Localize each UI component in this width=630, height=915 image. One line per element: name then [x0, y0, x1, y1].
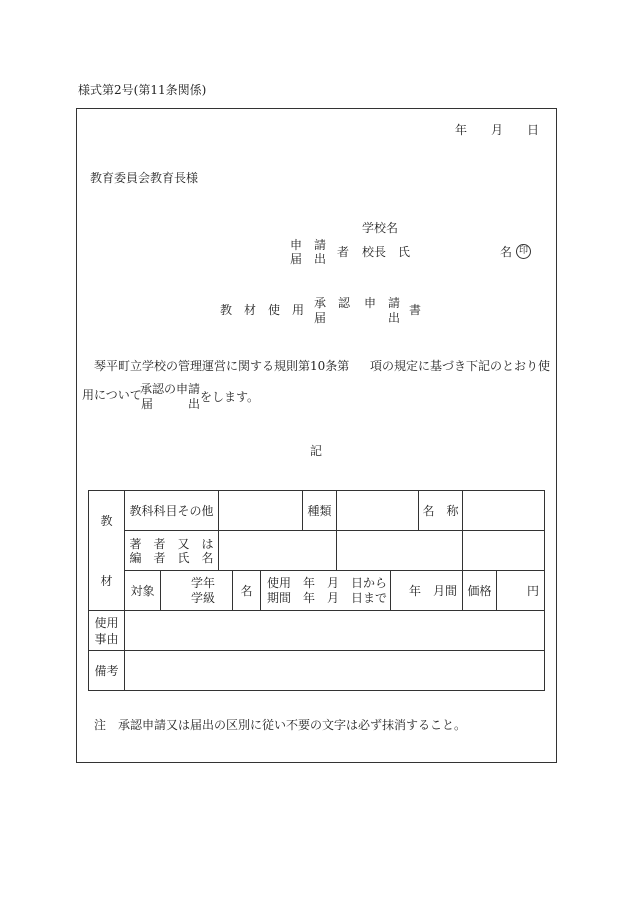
subject-value-cell — [218, 490, 303, 531]
school-name-label: 学校名 — [362, 221, 399, 235]
materials-label-bottom: 材 — [100, 574, 113, 588]
grade-label: 学年 — [191, 576, 216, 590]
material-title-label: 名 称 — [422, 503, 459, 518]
body-line2-prefix: 用について — [82, 388, 142, 402]
period-label-top: 使用 — [267, 576, 292, 590]
period-to-day: 日まで — [351, 591, 388, 605]
author-value-cell — [218, 530, 337, 571]
usage-reason-label-line1: 使用 — [94, 615, 119, 630]
period-to-month: 月 — [327, 591, 340, 605]
date-year-label: 年 — [455, 123, 468, 137]
duration-cell — [390, 570, 463, 611]
target-label-cell — [124, 570, 161, 611]
principal-name-label: 校長 氏 — [362, 245, 411, 259]
subject-label: 教科科目その他 — [129, 503, 214, 518]
materials-section-label — [88, 490, 125, 611]
period-from-year: 年 — [303, 576, 316, 590]
role-apply-option: 申 請 — [290, 238, 327, 252]
title-application-option: 申 請 — [364, 296, 401, 310]
role-notify-option: 届 出 — [290, 252, 327, 266]
record-heading: 記 — [310, 444, 323, 458]
body-line2-notify-option: 届 — [141, 397, 154, 411]
author-extra-cell — [336, 530, 463, 571]
materials-label-top: 教 — [100, 514, 113, 528]
footnote: 注 承認申請又は届出の区別に従い不要の文字は必ず抹消すること。 — [94, 718, 467, 732]
type-label: 種類 — [307, 503, 332, 518]
usage-period-cell — [260, 570, 391, 611]
author-label-cell — [124, 530, 219, 571]
remarks-label-text: 備考 — [94, 663, 119, 678]
remarks-value-cell — [124, 650, 545, 691]
usage-reason-label-line2: 事由 — [94, 631, 119, 646]
grade-class-cell — [160, 570, 233, 611]
target-label: 対象 — [130, 583, 155, 598]
title-submission-option: 出 — [388, 311, 401, 325]
price-value-cell — [496, 570, 545, 611]
class-label: 学級 — [191, 591, 216, 605]
materials-table — [88, 490, 545, 691]
duration-year: 年 — [409, 584, 422, 598]
period-from-day: 日から — [351, 576, 388, 590]
price-label: 価格 — [467, 583, 492, 598]
duration-months: 月間 — [433, 584, 458, 598]
period-label-bottom: 期間 — [267, 591, 292, 605]
date-day-label: 日 — [527, 123, 540, 137]
role-suffix: 者 — [337, 245, 350, 259]
subject-label-cell — [124, 490, 219, 531]
title-label-cell — [418, 490, 463, 531]
usage-reason-value-cell — [124, 610, 545, 651]
body-line2-submission-option: 出 — [188, 397, 201, 411]
title-notify-option: 届 — [314, 311, 327, 325]
type-value-cell — [336, 490, 419, 531]
title-main: 教 材 使 用 — [220, 303, 305, 317]
price-label-cell — [462, 570, 497, 611]
count-unit: 名 — [240, 583, 253, 598]
body-line1-part2: 項の規定に基づき下記のとおり使 — [370, 359, 551, 373]
name-suffix: 名 — [500, 245, 513, 259]
date-month-label: 月 — [491, 123, 504, 137]
title-suffix: 書 — [409, 303, 422, 317]
price-unit: 円 — [527, 584, 540, 598]
author-label-line2: 編 者 氏 名 — [129, 550, 214, 565]
seal-mark: 印 — [516, 244, 531, 259]
period-from-month: 月 — [327, 576, 340, 590]
body-line2-approval-application: 承認の申請 — [140, 382, 201, 396]
form-number: 様式第2号(第11条関係) — [78, 83, 207, 97]
author-label-line1: 著 者 又 は — [129, 536, 214, 551]
body-line2-suffix: をします。 — [200, 390, 260, 404]
period-to-year: 年 — [303, 591, 316, 605]
body-line1-part1: 琴平町立学校の管理運営に関する規則第10条第 — [94, 359, 350, 373]
remarks-label — [88, 650, 125, 691]
count-unit-cell — [232, 570, 261, 611]
title-value-cell — [462, 490, 545, 531]
author-extra-cell-right — [462, 530, 545, 571]
usage-reason-label — [88, 610, 125, 651]
type-label-cell — [302, 490, 337, 531]
title-approval-option: 承 認 — [314, 296, 351, 310]
addressee: 教育委員会教育長様 — [90, 171, 199, 185]
